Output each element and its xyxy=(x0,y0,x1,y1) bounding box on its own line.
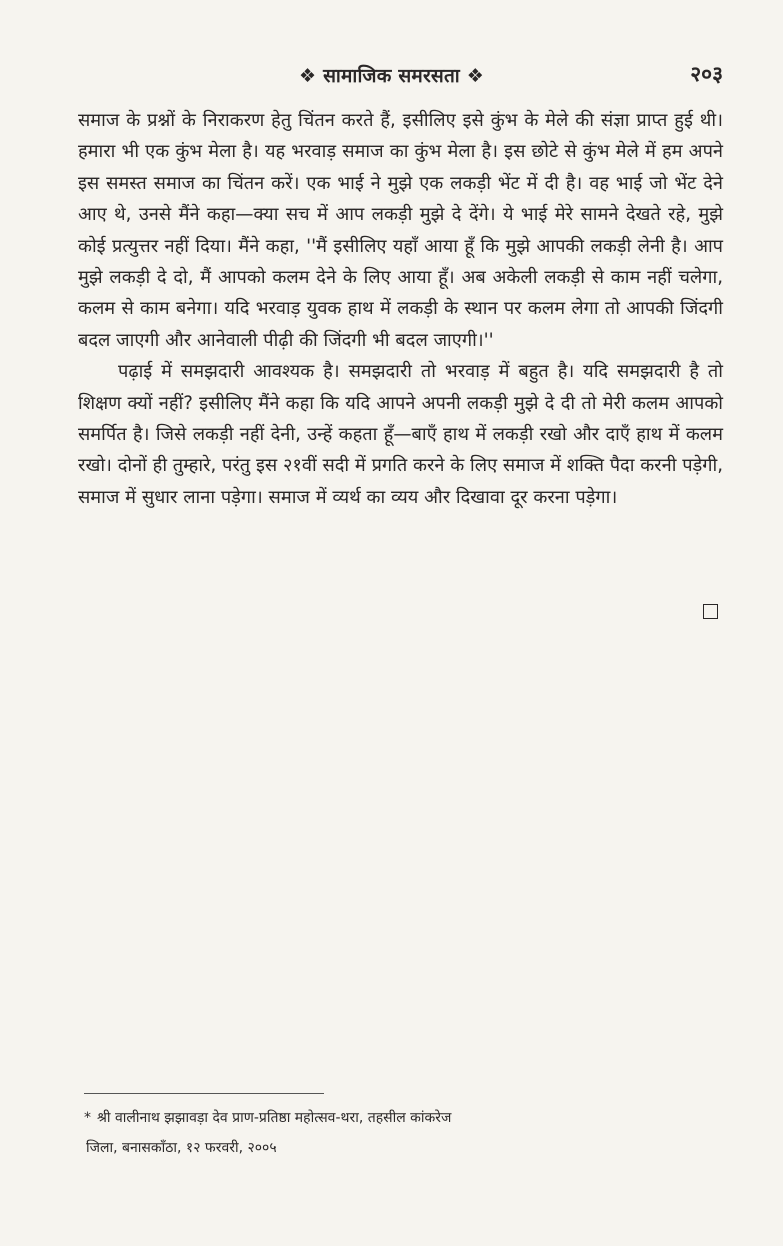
footnote xyxy=(84,1103,684,1163)
page-number: २०३ xyxy=(690,62,723,86)
end-of-section-square-icon xyxy=(703,604,718,619)
footnote-line-2: जिला, बनासकाँठा, १२ फरवरी, २००५ xyxy=(86,1140,277,1156)
footnote-marker: * xyxy=(84,1110,91,1126)
running-header xyxy=(0,58,783,88)
paragraph-1: समाज के प्रश्नों के निराकरण हेतु चिंतन करते हैं, इसीलिए इसे कुंभ के मेले की संज्ञा प्राप्त हुई थी। हमारा भी एक कुंभ मेला है। यह भरवाड़ समाज का कुंभ मेला है। इस छोटे से कुंभ मेले में हम अपने इस समस्त समाज का चिंतन करें। एक भाई ने मुझे एक लकड़ी भेंट में दी है। वह भाई जो भेंट देने आए थे, उनसे मैंने कहा—क्या सच में आप लकड़ी मुझे दे देंगे। ये भाई मेरे सामने देखते रहे, मुझे कोई प्रत्युत्तर नहीं दिया। मैंने कहा, ''मैं इसीलिए यहाँ आया हूँ कि मुझे आपकी लकड़ी लेनी है। आप मुझे लकड़ी दे दो, मैं आपको कलम देने के लिए आया हूँ। अब अकेली लकड़ी से काम नहीं चलेगा, कलम से काम बनेगा। यदि भरवाड़ युवक हाथ में लकड़ी के स्थान पर कलम लेगा तो आपकी जिंदगी बदल जाएगी और आनेवाली पीढ़ी की जिंदगी भी बदल जाएगी।'' xyxy=(78,110,723,351)
footnote-line-1: श्री वालीनाथ झझावड़ा देव प्राण-प्रतिष्ठा महोत्सव-थरा, तहसील कांकरेज xyxy=(97,1110,452,1126)
footnote-divider xyxy=(84,1093,324,1094)
paragraph-2: पढ़ाई में समझदारी आवश्यक है। समझदारी तो भरवाड़ में बहुत है। यदि समझदारी है तो शिक्षण क्यों नहीं? इसीलिए मैंने कहा कि यदि आपने अपनी लकड़ी मुझे दे दी तो मेरी कलम आपको समर्पित है। जिसे लकड़ी नहीं देनी, उन्हें कहता हूँ—बाएँ हाथ में लकड़ी रखो और दाएँ हाथ में कलम रखो। दोनों ही तुम्हारे, परंतु इस २१वीं सदी में प्रगति करने के लिए समाज में शक्ति पैदा करनी पड़ेगी, समाज में सुधार लाना पड़ेगा। समाज में व्यर्थ का व्यय और दिखावा दूर करना पड़ेगा। xyxy=(78,361,723,508)
running-title: ❖ सामाजिक समरसता ❖ xyxy=(299,65,484,87)
body-text xyxy=(78,105,723,513)
